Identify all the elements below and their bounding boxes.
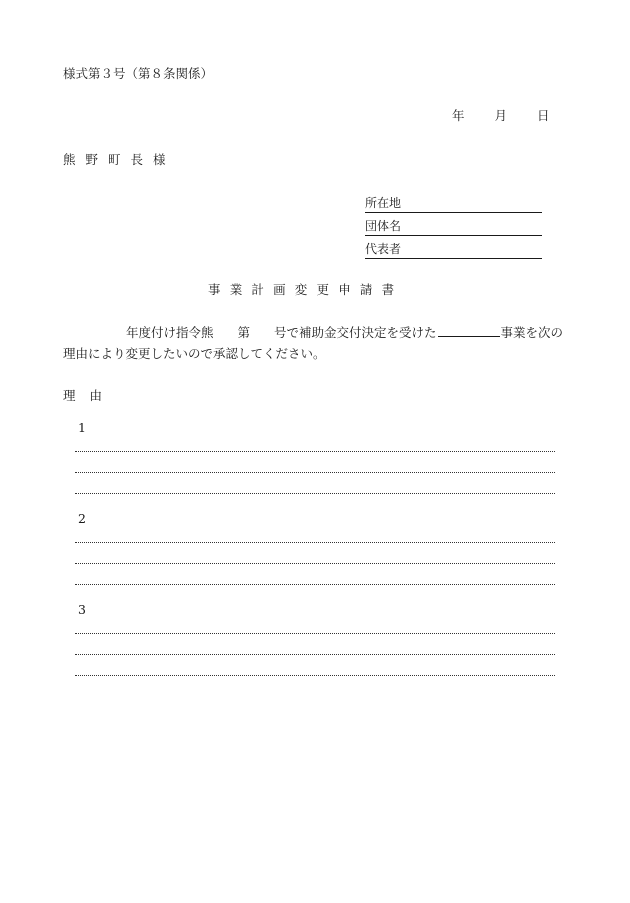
form-number: 様式第３号（第８条関係） xyxy=(63,66,214,81)
reason-number-2: 2 xyxy=(78,511,86,526)
reason-dotted-line xyxy=(75,493,555,494)
reason-dotted-line xyxy=(75,633,555,634)
applicant-address-line xyxy=(365,196,542,213)
body-line1-part3: 号で補助金交付決定を受けた xyxy=(274,325,437,340)
body-line1-part4: 事業を次の xyxy=(500,325,564,340)
reason-dotted-line xyxy=(75,451,555,452)
reason-dotted-line xyxy=(75,563,555,564)
project-name-blank xyxy=(438,325,500,337)
reason-heading: 理由 xyxy=(63,388,117,403)
date-row xyxy=(452,110,550,123)
date-day-label: 日 xyxy=(537,108,550,123)
reason-dotted-line xyxy=(75,542,555,543)
reason-number-3: 3 xyxy=(78,602,86,617)
applicant-organization-label: 団体名 xyxy=(365,219,402,233)
addressee: 熊野町長様 xyxy=(63,152,176,167)
applicant-address-label: 所在地 xyxy=(365,196,402,210)
reason-number-1: 1 xyxy=(78,420,86,435)
applicant-representative-line xyxy=(365,242,542,259)
date-year-label: 年 xyxy=(452,108,465,123)
body-line1-part2: 第 xyxy=(237,325,251,340)
body-line-1 xyxy=(126,325,563,340)
body-line-2: 理由により変更したいので承認してください。 xyxy=(63,346,326,361)
reason-dotted-line xyxy=(75,472,555,473)
reason-dotted-line xyxy=(75,675,555,676)
document-title: 事業計画変更申請書 xyxy=(208,282,404,297)
applicant-block xyxy=(365,196,542,265)
body-line1-part1: 年度付け指令熊 xyxy=(126,325,214,340)
date-month-label: 月 xyxy=(494,108,508,123)
reason-dotted-line xyxy=(75,584,555,585)
applicant-organization-line xyxy=(365,219,542,236)
applicant-representative-label: 代表者 xyxy=(365,242,402,256)
reason-dotted-line xyxy=(75,654,555,655)
